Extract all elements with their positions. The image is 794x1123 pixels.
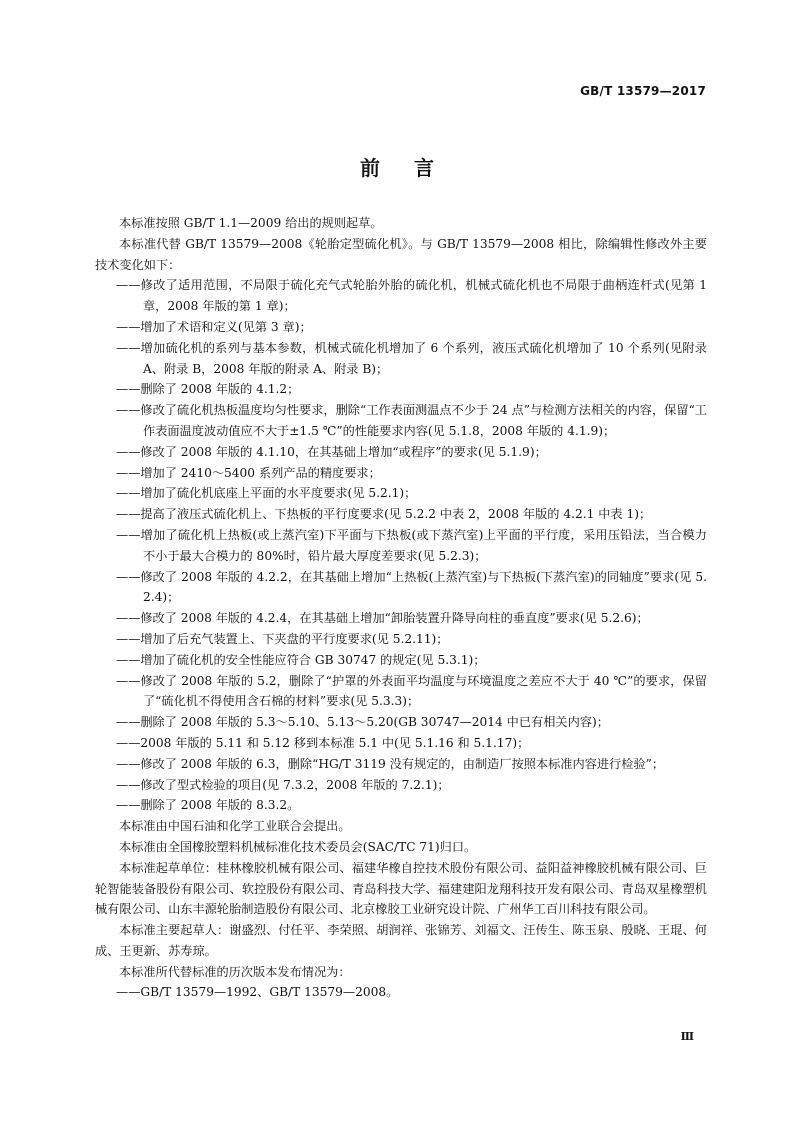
change-item: ——增加了硫化机上热板(或上蒸汽室)下平面与下热板(或下蒸汽室)上平面的平行度，采用压铅法，当合模力不小于最大合模力的 80%时，铅片最大厚度差要求(见 5.2.3)； [116, 527, 707, 563]
change-item: ——删除了 2008 年版的 8.3.2。 [116, 798, 300, 813]
paragraph-replaces: 本标准代替 GB/T 13579—2008《轮胎定型硫化机》。与 GB/T 13579—2008 相比，除编辑性修改外主要技术变化如下： [95, 236, 707, 272]
change-item: ——增加了后充气装置上、下夹盘的平行度要求(见 5.2.11)； [116, 631, 449, 646]
change-item: ——删除了 2008 年版的 4.1.2； [116, 382, 300, 397]
change-item: ——修改了型式检验的项目(见 7.3.2，2008 年版的 7.2.1)； [116, 777, 450, 792]
foreword-body [95, 213, 707, 1003]
change-item: ——修改了 2008 年版的 4.1.10，在其基础上增加“或程序”的要求(见 5.1.9)； [116, 444, 547, 459]
page-number: Ⅲ [680, 1030, 694, 1043]
change-item: ——增加了术语和定义(见第 3 章)； [116, 319, 312, 334]
paragraph-drafting-rules: 本标准按照 GB/T 1.1—2009 给出的规则起草。 [119, 216, 383, 230]
paragraph-drafting-units: 本标准起草单位：桂林橡胶机械有限公司、福建华橡自控技术股份有限公司、益阳益神橡胶机械有限公司、巨轮智能装备股份有限公司、软控股份有限公司、青岛科技大学、福建建阳龙翔科技开发有限公司、青岛双星橡塑机械有限公司、山东丰源轮胎制造股份有限公司、北京橡胶工业研究设计院、广州华工百川科技有限公司。 [95, 860, 707, 917]
change-item: ——修改了适用范围，不局限于硫化充气式轮胎外胎的硫化机，机械式硫化机也不局限于曲柄连杆式(见第 1 章，2008 年版的第 1 章)； [116, 278, 707, 314]
standard-code: GB/T 13579—2017 [580, 84, 706, 98]
paragraph-administered-by: 本标准由全国橡胶塑料机械标准化技术委员会(SAC/TC 71)归口。 [119, 839, 477, 854]
history-item: ——GB/T 13579—1992、GB/T 13579—2008。 [116, 985, 399, 1000]
paragraph-drafters: 本标准主要起草人：谢盛烈、付任平、李荣照、胡润祥、张锦芳、刘福文、汪传生、陈玉泉、殷晓、王琨、何成、王更新、苏寿琼。 [95, 923, 707, 958]
change-item: ——增加了硫化机底座上平面的水平度要求(见 5.2.1)； [116, 486, 417, 501]
paragraph-history: 本标准所代替标准的历次版本发布情况为： [119, 964, 351, 979]
change-item: ——提高了液压式硫化机上、下热板的平行度要求(见 5.2.2 中表 2，2008 年版的 4.2.1 中表 1)； [116, 507, 652, 522]
page-title: 前言 [360, 156, 468, 180]
change-item: ——删除了 2008 年版的 5.3～5.10、5.13～5.20(GB 30747—2014 中已有相关内容)； [116, 715, 609, 730]
change-item: ——增加了 2410～5400 系列产品的精度要求； [116, 465, 381, 480]
change-item: ——增加了硫化机的安全性能应符合 GB 30747 的规定(见 5.3.1)； [116, 652, 486, 667]
change-item: ——修改了 2008 年版的 4.2.2，在其基础上增加“上热板(上蒸汽室)与下热板(下蒸汽室)的同轴度”要求(见 5.2.4)； [116, 569, 707, 605]
change-item: ——修改了 2008 年版的 5.2，删除了“护罩的外表面平均温度与环境温度之差应不大于 40 ℃”的要求，保留了“硫化机不得使用含石棉的材料”要求(见 5.3.3)； [116, 673, 707, 709]
change-item: ——修改了硫化机热板温度均匀性要求，删除“工作表面测温点不少于 24 点”与检测方法相关的内容，保留“工作表面温度波动值应不大于±1.5 ℃”的性能要求内容(见 5.1.8，2008 年版的 4.1.9)； [116, 403, 707, 438]
change-item: ——修改了 2008 年版的 4.2.4，在其基础上增加“卸胎装置升降导向柱的垂直度”要求(见 5.2.6)； [116, 611, 649, 626]
change-item: ——修改了 2008 年版的 6.3，删除“HG/T 3119 没有规定的，由制造厂按照本标准内容进行检验”； [116, 756, 665, 771]
change-item: ——增加硫化机的系列与基本参数，机械式硫化机增加了 6 个系列，液压式硫化机增加了 10 个系列(见附录 A、附录 B，2008 年版的附录 A、附录 B)； [116, 340, 707, 376]
change-item: ——2008 年版的 5.11 和 5.12 移到本标准 5.1 中(见 5.1.16 和 5.1.17)； [116, 735, 530, 750]
paragraph-proposed-by: 本标准由中国石油和化学工业联合会提出。 [119, 819, 351, 834]
